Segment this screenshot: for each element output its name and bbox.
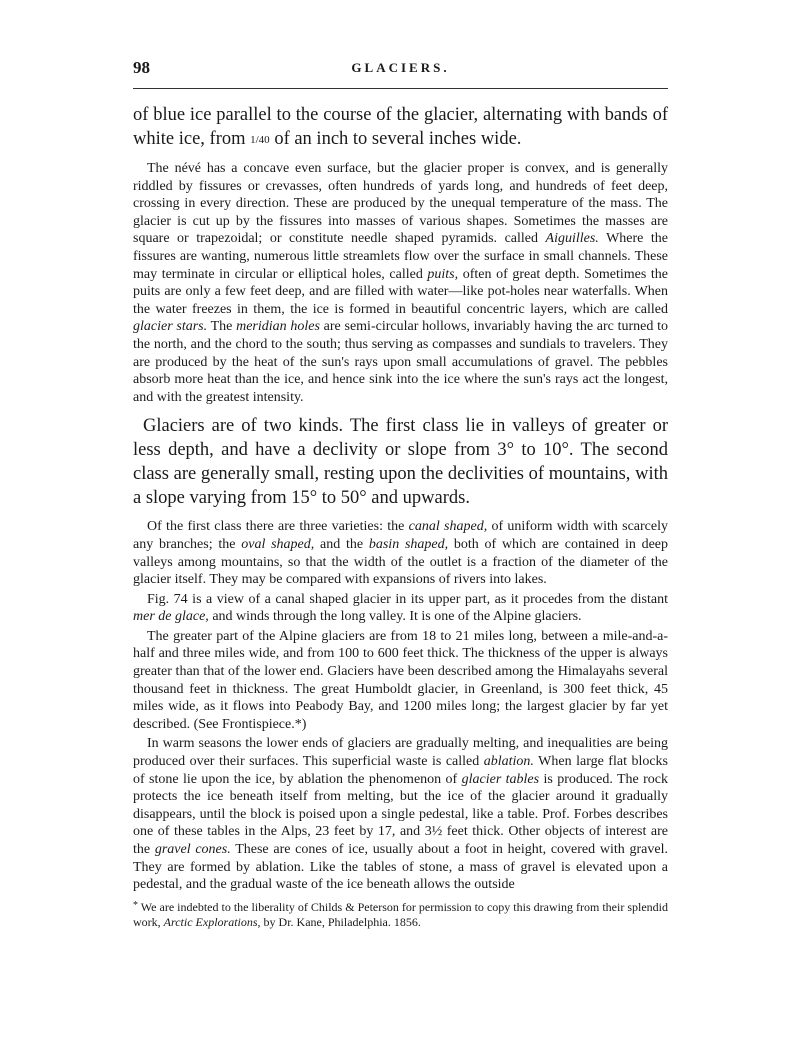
text-run: Fig. 74 is a view of a canal shaped glacier in its upper part, as it procedes from the distant <box>147 591 668 607</box>
text-run: by Dr. Kane, Philadelphia. 1856. <box>260 914 421 929</box>
page-number: 98 <box>133 58 150 77</box>
text-run: The névé has a concave even surface, but the glacier proper is convex, and is generally riddled by fissures or crevasses, often hundreds of yards long, and hundreds of feet deep, crossing in every direction. These are produced by the unequal temperature of the mass. The glacier is cut up by the fissures into masses of various shapes. Sometimes the masses are square or trapezoidal; or constitute needle shaped pyramids. called <box>133 161 668 247</box>
italic-term: gravel cones. <box>154 842 231 857</box>
paragraph-4 <box>133 518 668 588</box>
text-run: is produced. The rock protects the ice beneath itself from melting, but the ice of the glacier around it gradually disappears, until the block is poised upon a single pedestal, like a table. Prof. Forbes describes one of these tables in the Alps, 23 feet by 17, and 3½ feet thick. Other objects of interest are the <box>133 771 668 857</box>
paragraph-2 <box>133 160 668 406</box>
fraction: 1/40 <box>250 134 270 146</box>
italic-term: oval shaped, <box>241 536 315 552</box>
running-head <box>133 56 668 84</box>
paragraph-1-text-b: of an inch to several inches wide. <box>269 129 522 149</box>
text-run: In warm seasons the lower ends of glaciers are gradually melting, and inequalities are being produced over their surfaces. This superficial waste is called <box>133 736 668 770</box>
paragraph-7 <box>133 735 668 893</box>
text-run: and winds through the long valley. It is one of the Alpine glaciers. <box>208 609 582 625</box>
header-rule <box>133 88 668 89</box>
footnote <box>133 898 668 930</box>
text-run: of uniform width with scarcely any branches; the <box>133 519 668 552</box>
italic-term: basin shaped, <box>368 536 449 552</box>
italic-term: ablation. <box>483 754 534 770</box>
text-run: We are indebted to the liberality of Childs & Peterson for permission to copy this drawing from their splendid work, <box>133 899 668 929</box>
italic-term: Aiguilles. <box>545 231 599 247</box>
text-run: Where the fissures are wanting, numerous little streamlets flow over the surface in small channels. These may terminate in circular or elliptical holes, called <box>133 231 668 282</box>
paragraph-6: The greater part of the Alpine glaciers are from 18 to 21 miles long, between a mile-and-a-half and three miles wide, and from 100 to 600 feet thick. The thickness of the upper is always greater than that of the lower end. Glaciers have been described among the Himalayahs several thousand feet in thickness. The great Humboldt glacier, in Greenland, is 300 feet thick, 45 miles wide, as it flows into Peabody Bay, and 1200 miles long; the largest glacier by far yet described. (See Frontispiece.*) <box>133 628 668 732</box>
footnote-mark: * <box>133 899 138 911</box>
text-run: are semi-circular hollows, invariably having the arc turned to the north, and the chord to the south; thus serving as compasses and sundials to travelers. They are produced by the heat of the sun's rays upon small accumulations of gravel. The pebbles absorb more heat than the ice, and hence sink into the ice where the sun's rays act the longest, and with the greatest intensity. <box>133 319 669 405</box>
running-title: GLACIERS. <box>351 60 450 75</box>
italic-term: glacier tables <box>461 771 540 787</box>
text-run: often of great depth. Sometimes the puits are only a few feet deep, and are filled with water—like pot-holes near waterfalls. When the water freezes in them, the ice is formed in beautiful concentric layers, which are called <box>133 266 668 317</box>
paragraph-3: Glaciers are of two kinds. The first class lie in valleys of greater or less depth, and have a declivity or slope from 3° to 10°. The second class are generally small, resting upon the declivities of mountains, with a slope varying from 15° to 50° and upwards. <box>133 416 668 509</box>
italic-term: canal shaped, <box>408 519 488 535</box>
paragraph-1-text-a: of blue ice parallel to the course of the glacier, alternating with bands of white ice, from <box>133 105 668 149</box>
italic-term: meridian holes <box>236 319 320 335</box>
italic-term: puits, <box>427 266 459 282</box>
text-run: Of the first class there are three varieties: the <box>147 519 409 535</box>
text-run: These are cones of ice, usually about a foot in height, covered with gravel. They are formed by ablation. Like the tables of stone, a mass of gravel is elevated upon a pedestal, and the gradual waste of the ice beneath allows the outside <box>133 842 668 893</box>
italic-term: glacier stars. <box>133 319 208 335</box>
text-run: When large flat blocks of stone lie upon the ice, by ablation the phenomenon of <box>133 754 669 787</box>
paragraph-5 <box>133 591 668 626</box>
text-run: and the <box>314 536 369 552</box>
paragraph-1 <box>133 103 668 152</box>
text-run: The <box>207 319 237 335</box>
italic-term: mer de glace, <box>133 609 209 625</box>
italic-term: Arctic Explorations, <box>163 914 261 929</box>
book-page <box>133 56 668 942</box>
text-run: both of which are contained in deep valleys among mountains, so that the width of the outlet is a fraction of the diameter of the glacier itself. They may be compared with expansions of rivers into lakes. <box>133 536 669 588</box>
